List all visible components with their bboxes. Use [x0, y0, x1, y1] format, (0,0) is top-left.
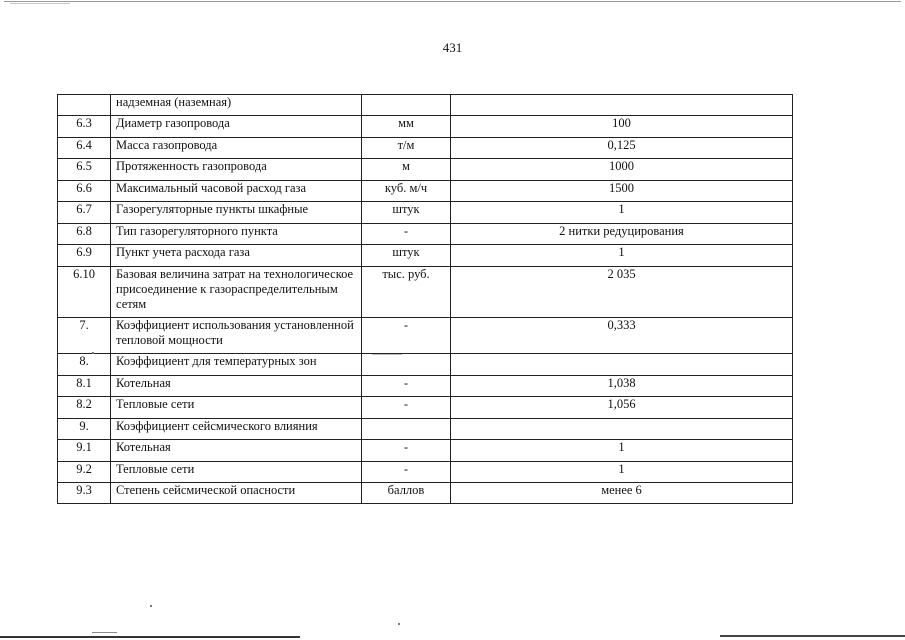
- scan-speck: [372, 354, 402, 355]
- table-row: [58, 483, 793, 504]
- row-name-cell: Степень сейсмической опасности: [111, 483, 362, 504]
- data-table: [57, 94, 793, 504]
- row-name-cell: Котельная: [111, 376, 362, 397]
- table-row: [58, 397, 793, 419]
- scan-artifact-bottom-line: [0, 636, 300, 638]
- row-unit-cell: куб. м/ч: [362, 181, 451, 202]
- row-value-cell: 1: [451, 245, 793, 267]
- table-row: [58, 376, 793, 397]
- table-row: [58, 138, 793, 159]
- row-number-cell: 9.3: [58, 483, 111, 504]
- row-name-cell: Масса газопровода: [111, 138, 362, 159]
- row-name-cell: Протяженность газопровода: [111, 159, 362, 181]
- row-number-cell: 9.2: [58, 462, 111, 483]
- row-name-cell: Тепловые сети: [111, 397, 362, 419]
- row-number-cell: 6.3: [58, 116, 111, 138]
- row-name-cell: Пункт учета расхода газа: [111, 245, 362, 267]
- scan-speck: [150, 605, 152, 607]
- table-row: [58, 419, 793, 440]
- row-value-cell: [451, 354, 793, 376]
- scan-artifact-top-line: [10, 3, 70, 4]
- row-value-cell: 2 035: [451, 267, 793, 318]
- row-number-cell: 9.: [58, 419, 111, 440]
- table-row: [58, 159, 793, 181]
- table-row: [58, 318, 793, 354]
- table-row: [58, 224, 793, 245]
- row-unit-cell: [362, 354, 451, 376]
- row-name-cell: надземная (наземная): [111, 95, 362, 116]
- row-name-cell: Газорегуляторные пункты шкафные: [111, 202, 362, 224]
- table-body: [58, 95, 793, 504]
- row-value-cell: [451, 95, 793, 116]
- row-unit-cell: штук: [362, 202, 451, 224]
- table-row: [58, 202, 793, 224]
- row-unit-cell: штук: [362, 245, 451, 267]
- row-value-cell: 1: [451, 462, 793, 483]
- row-number-cell: 8.2: [58, 397, 111, 419]
- row-number-cell: 6.8: [58, 224, 111, 245]
- page-number: 431: [442, 40, 463, 55]
- row-name-cell: Диаметр газопровода: [111, 116, 362, 138]
- row-unit-cell: т/м: [362, 138, 451, 159]
- row-name-cell: Коэффициент для температурных зон: [111, 354, 362, 376]
- row-name-cell: Коэффициент сейсмического влияния: [111, 419, 362, 440]
- row-unit-cell: -: [362, 224, 451, 245]
- row-number-cell: 6.6: [58, 181, 111, 202]
- row-unit-cell: -: [362, 397, 451, 419]
- row-number-cell: 6.5: [58, 159, 111, 181]
- row-unit-cell: [362, 419, 451, 440]
- table-row: [58, 267, 793, 318]
- row-value-cell: 2 нитки редуцирования: [451, 224, 793, 245]
- row-number-cell: 6.7: [58, 202, 111, 224]
- row-unit-cell: -: [362, 462, 451, 483]
- row-unit-cell: м: [362, 159, 451, 181]
- row-unit-cell: -: [362, 318, 451, 354]
- row-value-cell: 1000: [451, 159, 793, 181]
- row-value-cell: 0,125: [451, 138, 793, 159]
- row-name-cell: Тепловые сети: [111, 462, 362, 483]
- row-value-cell: 1500: [451, 181, 793, 202]
- table-row: [58, 116, 793, 138]
- row-value-cell: менее 6: [451, 483, 793, 504]
- row-number-cell: [58, 95, 111, 116]
- scan-speck: [92, 632, 117, 633]
- row-number-cell: 8.1: [58, 376, 111, 397]
- row-value-cell: 1,038: [451, 376, 793, 397]
- row-value-cell: [451, 419, 793, 440]
- table-row: [58, 245, 793, 267]
- table-row: [58, 181, 793, 202]
- row-value-cell: 1,056: [451, 397, 793, 419]
- row-name-cell: Максимальный часовой расход газа: [111, 181, 362, 202]
- row-name-cell: Тип газорегуляторного пункта: [111, 224, 362, 245]
- row-number-cell: 8.: [58, 354, 111, 376]
- row-unit-cell: тыс. руб.: [362, 267, 451, 318]
- table-row: [58, 95, 793, 116]
- table-row: [58, 354, 793, 376]
- row-value-cell: 100: [451, 116, 793, 138]
- row-name-cell: Коэффициент использования установленной тепловой мощности: [111, 318, 362, 354]
- scan-speck: [398, 623, 400, 625]
- row-value-cell: 1: [451, 202, 793, 224]
- row-unit-cell: баллов: [362, 483, 451, 504]
- row-number-cell: 9.1: [58, 440, 111, 462]
- row-name-cell: Базовая величина затрат на технологическое присоединение к газораспределительным сетям: [111, 267, 362, 318]
- scan-artifact-bottom-line: [720, 635, 905, 637]
- scan-artifact-top-line: [4, 1, 901, 2]
- row-value-cell: 0,333: [451, 318, 793, 354]
- row-value-cell: 1: [451, 440, 793, 462]
- row-unit-cell: -: [362, 440, 451, 462]
- row-unit-cell: -: [362, 376, 451, 397]
- scan-speck: [92, 352, 94, 354]
- table-row: [58, 462, 793, 483]
- row-unit-cell: [362, 95, 451, 116]
- row-number-cell: 7.: [58, 318, 111, 354]
- row-name-cell: Котельная: [111, 440, 362, 462]
- row-number-cell: 6.4: [58, 138, 111, 159]
- table-row: [58, 440, 793, 462]
- row-number-cell: 6.9: [58, 245, 111, 267]
- row-number-cell: 6.10: [58, 267, 111, 318]
- row-unit-cell: мм: [362, 116, 451, 138]
